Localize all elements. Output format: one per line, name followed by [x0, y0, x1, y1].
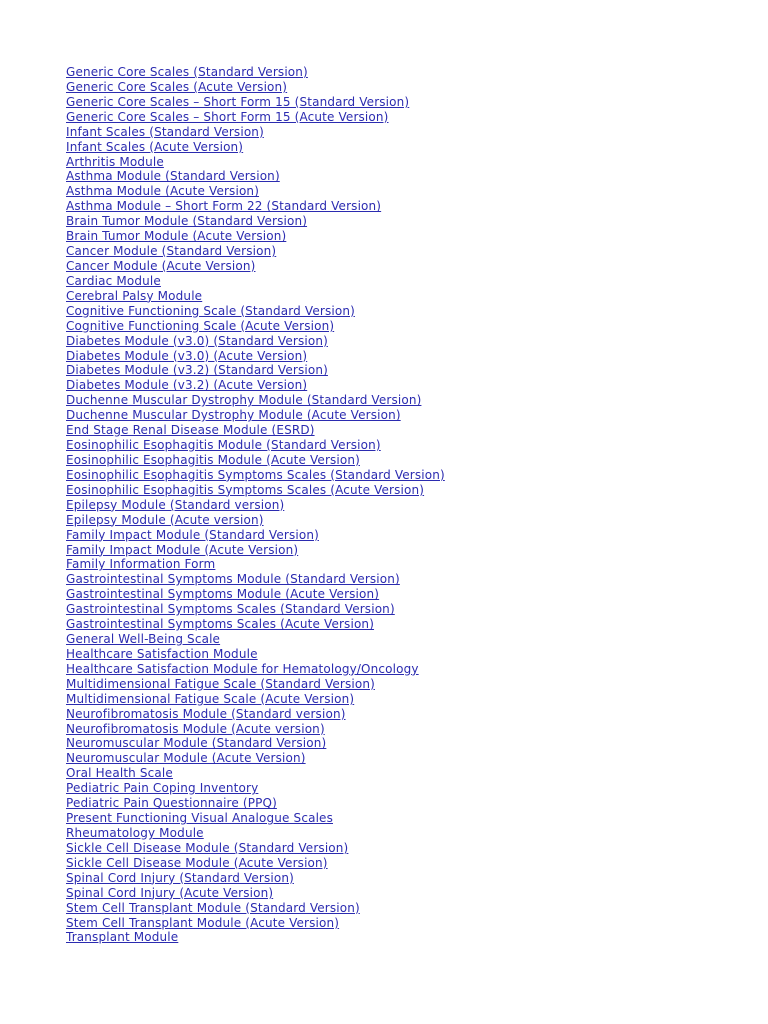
- module-link[interactable]: Sickle Cell Disease Module (Standard Version): [66, 840, 349, 855]
- module-link[interactable]: Brain Tumor Module (Acute Version): [66, 229, 287, 244]
- module-link[interactable]: Cerebral Palsy Module: [66, 288, 203, 303]
- list-item: [66, 363, 445, 378]
- module-link[interactable]: Multidimensional Fatigue Scale (Acute Version): [66, 691, 355, 706]
- list-item: [66, 692, 445, 707]
- list-item: [66, 677, 445, 692]
- list-item: [66, 587, 445, 602]
- list-item: [66, 110, 445, 125]
- module-link[interactable]: Arthritis Module: [66, 154, 164, 169]
- module-link[interactable]: Diabetes Module (v3.2) (Acute Version): [66, 378, 308, 393]
- module-link[interactable]: Eosinophilic Esophagitis Module (Standard Version): [66, 438, 381, 453]
- list-item: [66, 214, 445, 229]
- list-item: [66, 662, 445, 677]
- list-item: [66, 408, 445, 423]
- module-link[interactable]: Gastrointestinal Symptoms Module (Acute Version): [66, 587, 380, 602]
- module-link[interactable]: Epilepsy Module (Standard version): [66, 497, 285, 512]
- list-item: [66, 856, 445, 871]
- list-item: [66, 349, 445, 364]
- list-item: [66, 289, 445, 304]
- module-link[interactable]: Healthcare Satisfaction Module: [66, 646, 258, 661]
- list-item: [66, 453, 445, 468]
- list-item: [66, 184, 445, 199]
- list-item: [66, 901, 445, 916]
- module-link[interactable]: Gastrointestinal Symptoms Scales (Acute Version): [66, 617, 375, 632]
- module-link[interactable]: Neurofibromatosis Module (Standard version): [66, 706, 346, 721]
- module-link[interactable]: Present Functioning Visual Analogue Scales: [66, 811, 333, 826]
- list-item: [66, 632, 445, 647]
- list-item: [66, 274, 445, 289]
- module-link[interactable]: Oral Health Scale: [66, 766, 173, 781]
- module-link[interactable]: Stem Cell Transplant Module (Standard Version): [66, 900, 360, 915]
- module-link[interactable]: Healthcare Satisfaction Module for Hematology/Oncology: [66, 661, 419, 676]
- list-item: [66, 155, 445, 170]
- module-link[interactable]: Rheumatology Module: [66, 826, 204, 841]
- list-item: [66, 916, 445, 931]
- module-link[interactable]: Neuromuscular Module (Standard Version): [66, 736, 327, 751]
- module-link[interactable]: Transplant Module: [66, 930, 179, 945]
- list-item: [66, 65, 445, 80]
- list-item: [66, 80, 445, 95]
- module-link[interactable]: Duchenne Muscular Dystrophy Module (Acute Version): [66, 408, 401, 423]
- module-link[interactable]: Asthma Module (Standard Version): [66, 169, 280, 184]
- list-item: [66, 543, 445, 558]
- list-item: [66, 841, 445, 856]
- list-item: [66, 438, 445, 453]
- list-item: [66, 781, 445, 796]
- list-item: [66, 95, 445, 110]
- list-item: [66, 304, 445, 319]
- module-link[interactable]: Family Information Form: [66, 557, 216, 572]
- module-link[interactable]: Neuromuscular Module (Acute Version): [66, 751, 306, 766]
- list-item: [66, 528, 445, 543]
- module-link[interactable]: Pediatric Pain Coping Inventory: [66, 781, 259, 796]
- list-item: [66, 498, 445, 513]
- module-link[interactable]: Generic Core Scales – Short Form 15 (Acute Version): [66, 109, 389, 124]
- module-link[interactable]: Brain Tumor Module (Standard Version): [66, 214, 308, 229]
- list-item: [66, 513, 445, 528]
- module-link[interactable]: Spinal Cord Injury (Standard Version): [66, 870, 294, 885]
- list-item: [66, 483, 445, 498]
- list-item: [66, 617, 445, 632]
- module-link[interactable]: Asthma Module (Acute Version): [66, 184, 260, 199]
- module-link[interactable]: General Well-Being Scale: [66, 632, 221, 647]
- list-item: [66, 722, 445, 737]
- module-link[interactable]: Eosinophilic Esophagitis Symptoms Scales (Standard Version): [66, 467, 445, 482]
- module-link[interactable]: Pediatric Pain Questionnaire (PPQ): [66, 796, 277, 811]
- module-link[interactable]: Family Impact Module (Acute Version): [66, 542, 299, 557]
- list-item: [66, 334, 445, 349]
- list-item: [66, 647, 445, 662]
- list-item: [66, 602, 445, 617]
- list-item: [66, 229, 445, 244]
- module-link[interactable]: Generic Core Scales (Standard Version): [66, 65, 308, 79]
- list-item: [66, 378, 445, 393]
- module-link[interactable]: Cognitive Functioning Scale (Standard Version): [66, 303, 355, 318]
- module-link[interactable]: Infant Scales (Standard Version): [66, 124, 264, 139]
- module-link[interactable]: Gastrointestinal Symptoms Scales (Standard Version): [66, 602, 395, 617]
- module-link[interactable]: Asthma Module – Short Form 22 (Standard Version): [66, 199, 382, 214]
- module-link[interactable]: Epilepsy Module (Acute version): [66, 512, 264, 527]
- list-item: [66, 423, 445, 438]
- module-link[interactable]: Eosinophilic Esophagitis Module (Acute Version): [66, 452, 360, 467]
- module-link[interactable]: Multidimensional Fatigue Scale (Standard Version): [66, 676, 375, 691]
- module-link[interactable]: Diabetes Module (v3.0) (Standard Version): [66, 333, 328, 348]
- list-item: [66, 319, 445, 334]
- list-item: [66, 736, 445, 751]
- module-link[interactable]: Spinal Cord Injury (Acute Version): [66, 885, 274, 900]
- module-link[interactable]: Cognitive Functioning Scale (Acute Version): [66, 318, 335, 333]
- list-item: [66, 886, 445, 901]
- list-item: [66, 393, 445, 408]
- list-item: [66, 871, 445, 886]
- list-item: [66, 125, 445, 140]
- list-item: [66, 766, 445, 781]
- module-link[interactable]: Cardiac Module: [66, 273, 161, 288]
- list-item: [66, 826, 445, 841]
- module-link[interactable]: Generic Core Scales – Short Form 15 (Standard Version): [66, 94, 410, 109]
- list-item: [66, 169, 445, 184]
- module-link[interactable]: Diabetes Module (v3.0) (Acute Version): [66, 348, 308, 363]
- module-link[interactable]: Diabetes Module (v3.2) (Standard Version): [66, 363, 328, 378]
- list-item: [66, 930, 445, 945]
- list-item: [66, 259, 445, 274]
- list-item: [66, 707, 445, 722]
- list-item: [66, 572, 445, 587]
- list-item: [66, 557, 445, 572]
- module-link[interactable]: Generic Core Scales (Acute Version): [66, 79, 288, 94]
- list-item: [66, 796, 445, 811]
- module-link[interactable]: Family Impact Module (Standard Version): [66, 527, 319, 542]
- list-item: [66, 751, 445, 766]
- module-link[interactable]: Eosinophilic Esophagitis Symptoms Scales (Acute Version): [66, 482, 425, 497]
- module-link[interactable]: Duchenne Muscular Dystrophy Module (Standard Version): [66, 393, 422, 408]
- list-item: [66, 244, 445, 259]
- module-link-list: [66, 65, 445, 945]
- list-item: [66, 468, 445, 483]
- module-link[interactable]: Cancer Module (Acute Version): [66, 258, 256, 273]
- module-link[interactable]: Neurofibromatosis Module (Acute version): [66, 721, 325, 736]
- module-link[interactable]: End Stage Renal Disease Module (ESRD): [66, 423, 315, 438]
- module-link[interactable]: Gastrointestinal Symptoms Module (Standard Version): [66, 572, 400, 587]
- module-link[interactable]: Cancer Module (Standard Version): [66, 244, 277, 259]
- module-link[interactable]: Stem Cell Transplant Module (Acute Version): [66, 915, 340, 930]
- list-item: [66, 140, 445, 155]
- module-link[interactable]: Sickle Cell Disease Module (Acute Version): [66, 855, 328, 870]
- module-link[interactable]: Infant Scales (Acute Version): [66, 139, 244, 154]
- list-item: [66, 811, 445, 826]
- list-item: [66, 199, 445, 214]
